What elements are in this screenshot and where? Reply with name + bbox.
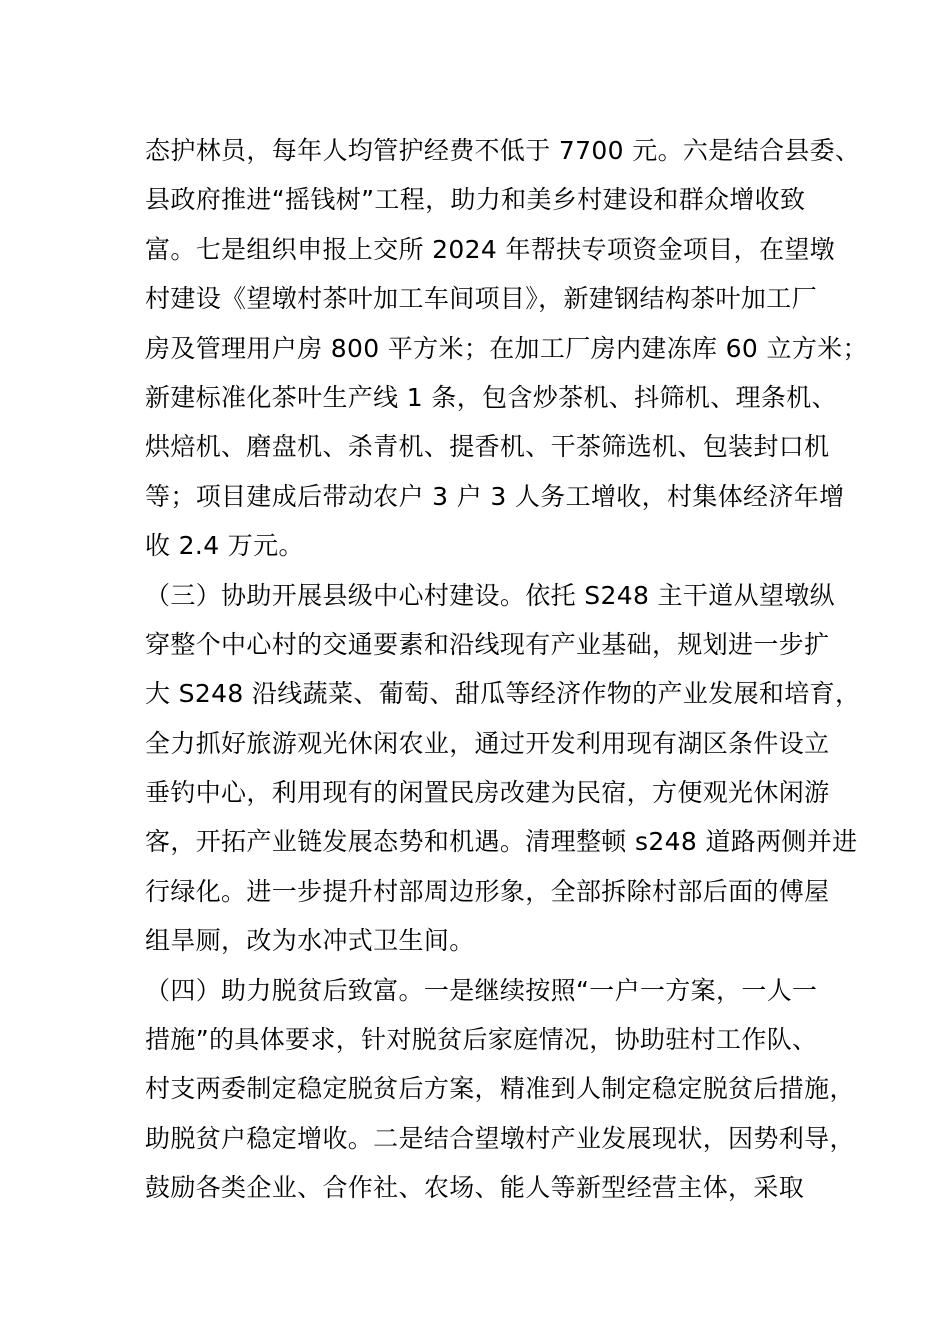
text-line: 客，开拓产业链发展态势和机遇。清理整顿 s248 道路两侧并进	[145, 827, 858, 857]
text-line: 组旱厕，改为水冲式卫生间。	[145, 926, 475, 956]
text-line: 等；项目建成后带动农户 3 户 3 人务工增收，村集体经济年增	[145, 481, 845, 511]
text-line: 房及管理用户房 800 平方米；在加工厂房内建冻库 60 立方米；	[145, 333, 868, 363]
text-line: 鼓励各类企业、合作社、农场、能人等新型经营主体，采取	[145, 1173, 805, 1203]
text-line: 态护林员，每年人均管护经费不低于 7700 元。六是结合县委、	[145, 136, 861, 165]
text-line: 大 S248 沿线蔬菜、葡萄、甜瓜等经济作物的产业发展和培育，	[145, 679, 861, 709]
text-line: 新建标准化茶叶生产线 1 条，包含炒茶机、抖筛机、理条机、	[145, 382, 837, 412]
text-line: 村建设《望墩村茶叶加工车间项目》，新建钢结构茶叶加工厂	[145, 284, 817, 314]
text-line: 全力抓好旅游观光休闲农业，通过开发利用现有湖区条件设立	[145, 728, 830, 758]
text-line: 富。七是组织申报上交所 2024 年帮扶专项资金项目，在望墩	[145, 234, 836, 264]
text-line: 村支两委制定稳定脱贫后方案，精准到人制定稳定脱贫后措施，	[145, 1074, 855, 1104]
text-line: 助脱贫户稳定增收。二是结合望墩村产业发展现状，因势利导，	[145, 1123, 855, 1153]
text-line: 烘焙机、磨盘机、杀青机、提香机、干茶筛选机、包装封口机	[145, 432, 830, 462]
body-text	[145, 126, 868, 1213]
text-line: 县政府推进“摇钱树”工程，助力和美乡村建设和群众增收致	[145, 185, 806, 215]
text-line: 收 2.4 万元。	[145, 531, 304, 561]
text-line: 行绿化。进一步提升村部周边形象，全部拆除村部后面的傅屋	[145, 876, 830, 906]
text-line: 穿整个中心村的交通要素和沿线现有产业基础，规划进一步扩	[145, 629, 830, 659]
text-line: 措施”的具体要求，针对脱贫后家庭情况，协助驻村工作队、	[145, 1025, 818, 1055]
section-heading-line: （四）助力脱贫后致富。一是继续按照“一户一方案，一人一	[145, 975, 818, 1005]
section-heading-line: （三）协助开展县级中心村建设。依托 S248 主干道从望墩纵	[145, 580, 835, 610]
text-line: 垂钓中心，利用现有的闲置民房改建为民宿，方便观光休闲游	[145, 778, 830, 808]
